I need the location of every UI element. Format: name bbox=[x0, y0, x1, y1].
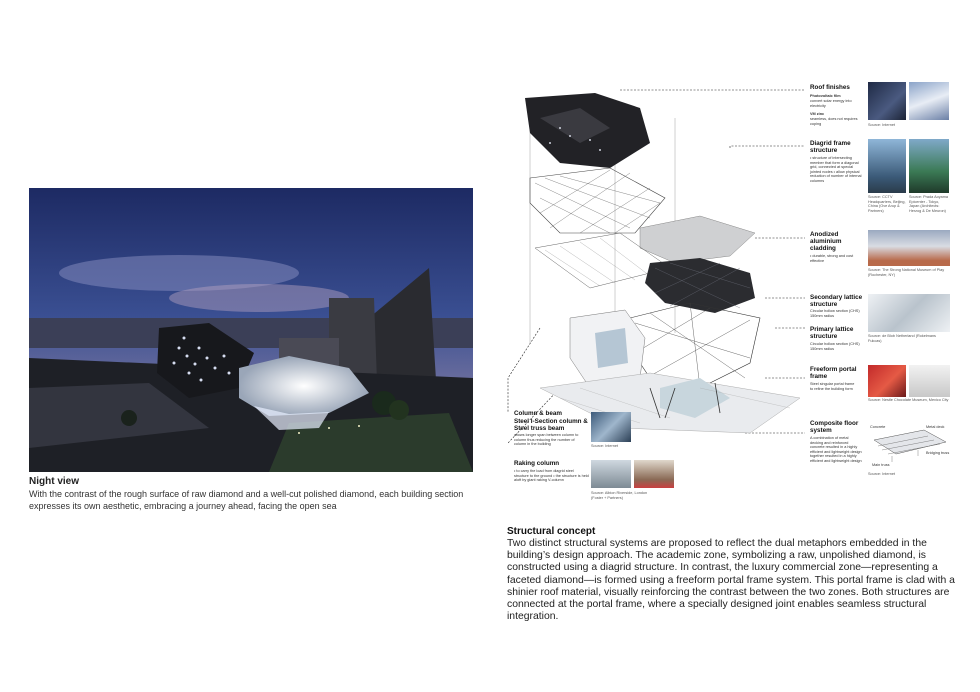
composite-label-concrete: Concrete bbox=[870, 425, 886, 429]
structural-concept-title: Structural concept bbox=[507, 526, 596, 537]
raking-photo-1 bbox=[591, 460, 631, 488]
raking-source: Source: Albion Riverside, London (Foster + Partners) bbox=[591, 491, 648, 500]
roof-item-2-heading: VM zinc bbox=[810, 112, 825, 116]
secondary-lattice-title: Secondary lattice structure bbox=[810, 294, 863, 308]
column-beam-source: Source: Internet bbox=[591, 444, 619, 448]
roof-source: Source: Internet bbox=[868, 123, 896, 127]
secondary-lattice-text: Circular hollow section (CHS) 150mm radius bbox=[810, 309, 860, 318]
primary-lattice-text: Circular hollow section (CHS) 150mm radius bbox=[810, 342, 860, 351]
anodized-title: Anodized aluminium cladding bbox=[810, 231, 842, 252]
freeform-source: Source: Nestle Chocolate Museum, Mexico City bbox=[868, 398, 949, 402]
composite-floor-diagram bbox=[868, 422, 950, 470]
composite-label-main-truss: Main truss bbox=[872, 463, 890, 467]
raking-column-title: Raking column bbox=[514, 460, 560, 467]
diagrid-source-left: Source: CCTV Headquarters, Beijing, China (Ove Arup & Partners) bbox=[868, 195, 906, 213]
composite-title: Composite floor system bbox=[810, 420, 859, 434]
composite-label-metal-deck: Metal deck bbox=[926, 425, 945, 429]
night-view-description: With the contrast of the rough surface of raw diamond and a well-cut polished diamond, each building section expresses its own aesthetic, embracing a journey ahead, facing the open sea bbox=[29, 489, 464, 511]
roof-photo-1 bbox=[868, 82, 906, 120]
primary-lattice-source: Source: de Blob Netherland (Rokelmans Fukcas) bbox=[868, 334, 936, 343]
roof-item-1-text: convert solar energy into electricity bbox=[810, 99, 852, 108]
freeform-text: Steel singular portal frame to refine the building form bbox=[810, 382, 855, 391]
diagrid-photo-2 bbox=[909, 139, 949, 193]
structural-concept-body: Two distinct structural systems are proposed to reflect the dual metaphors embedded in the building’s design approach. The academic zone, symbolizing a raw, unpolished diamond, is constructed using a diagrid structure. In contrast, the luxury commercial zone—representing a faceted diamond—is formed using a freeform portal frame system. This portal frame is clad with a shinier roof material, visually reinforcing the contrast between the two zones. Both structures are connected at the portal frame, where a specially designed joint enables seamless structural integration. bbox=[507, 538, 955, 623]
diagrid-source-right: Source: Prada Aoyama Epicenter - Tokyo, Japan (Architects: Herzog & De Meuron) bbox=[909, 195, 949, 213]
primary-lattice-title: Primary lattice structure bbox=[810, 326, 854, 340]
column-beam-subtitle: Steel I-Section column & Steel truss beam bbox=[514, 418, 588, 432]
freeform-title: Freeform portal frame bbox=[810, 366, 857, 380]
composite-text: A combination of metal decking and reinforced concrete resulted in a highly efficient and lightweight design together resulted in a highly efficient and lightweight design bbox=[810, 436, 862, 463]
night-view-image bbox=[29, 188, 473, 472]
diagrid-title: Diagrid frame structure bbox=[810, 140, 851, 154]
roof-item-1-heading: Photovoltaic film bbox=[810, 94, 841, 98]
freeform-photo-2 bbox=[909, 365, 950, 397]
freeform-photo-1 bbox=[868, 365, 906, 397]
diagrid-photo-1 bbox=[868, 139, 906, 193]
anodized-source: Source: The Strong National Museum of Play (Rochester, NY) bbox=[868, 268, 945, 277]
roof-photo-2 bbox=[909, 82, 949, 120]
roof-item-2-text: seamless, does not requires coping bbox=[810, 117, 858, 126]
column-beam-title: Column & beam bbox=[514, 410, 562, 417]
night-view-title: Night view bbox=[29, 476, 80, 487]
composite-source: Source: Internet bbox=[868, 472, 896, 476]
anodized-photo bbox=[868, 230, 950, 266]
diagrid-text: • structure of intersecting member that form a diagonal grid, connected at special jointed nodes • allow physical reduction of number of internal columns bbox=[810, 156, 862, 183]
column-beam-photo bbox=[591, 412, 631, 442]
column-beam-text: allows longer span between column to column thus reducing the number of column in the building bbox=[514, 433, 579, 446]
raking-column-text: • to carry the load from diagrid steel structure to the ground • the structure is held aloft by giant raking V-column bbox=[514, 469, 589, 482]
night-view-render bbox=[29, 188, 473, 472]
raking-photo-2 bbox=[634, 460, 674, 488]
roof-finishes-title: Roof finishes bbox=[810, 84, 850, 91]
composite-label-bridging-truss: Bridging truss bbox=[926, 451, 950, 455]
anodized-text: • durable, strong and cost effective bbox=[810, 254, 854, 263]
lattice-photo bbox=[868, 294, 950, 332]
